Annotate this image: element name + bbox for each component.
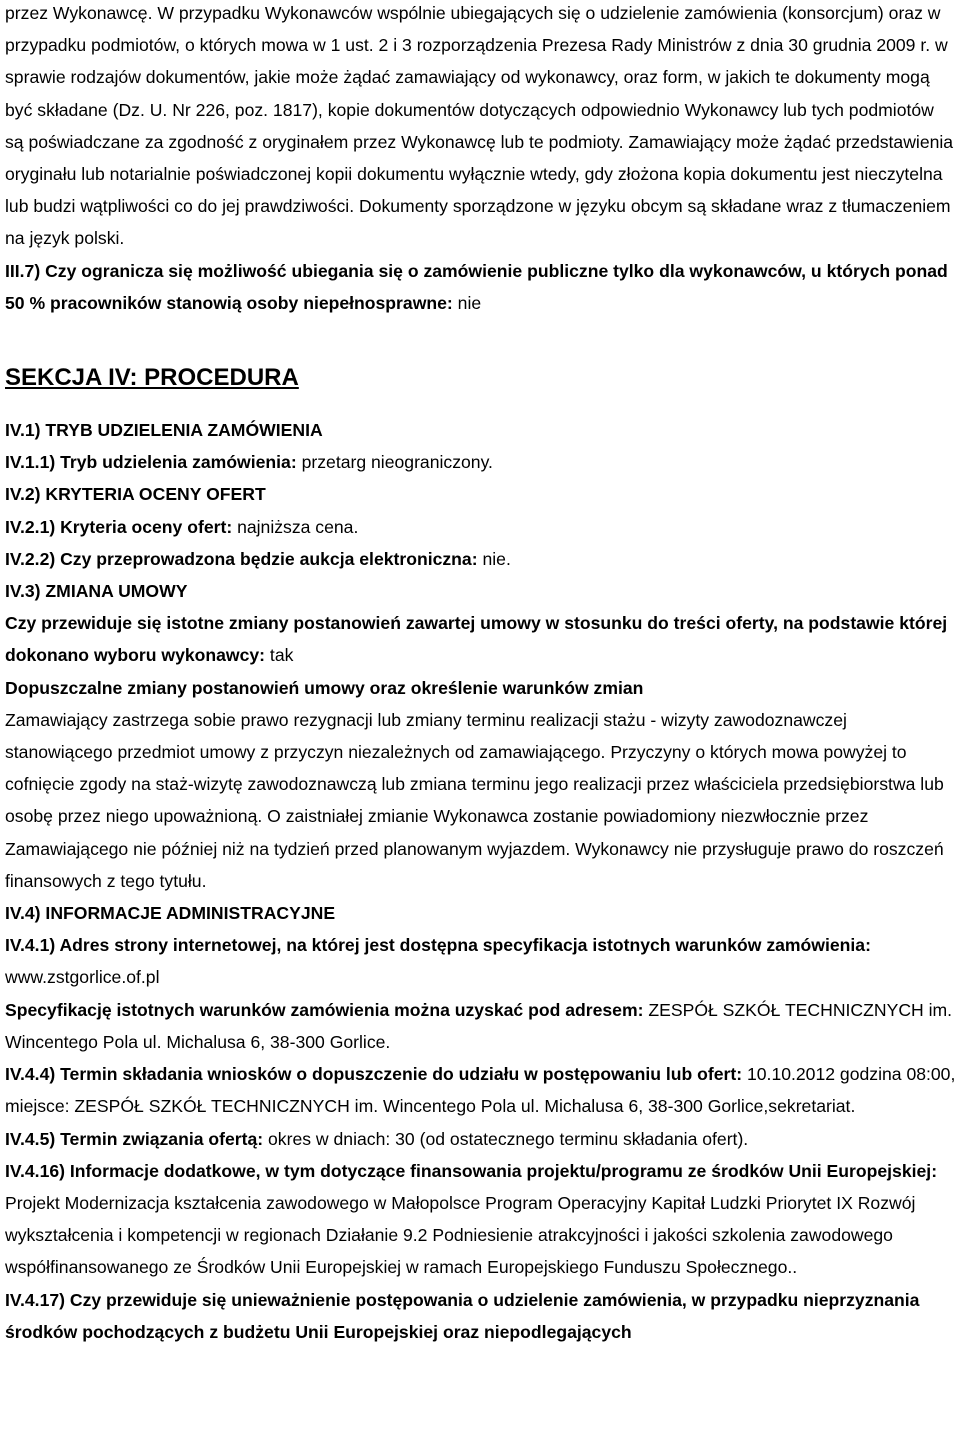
iv416-row [5,1155,957,1284]
section-title: SEKCJA IV: PROCEDURA [5,364,299,392]
iv3-question-label: Czy przewiduje się istotne zmiany postanowień zawartej umowy w stosunku do treści oferty, na podstawie której dokonano wyboru wykonawcy: [5,613,948,666]
iv21-row [5,511,957,543]
iv3-question-row [5,607,957,671]
iv417-row: IV.4.17) Czy przewiduje się unieważnienie postępowania o udzielenie zamówienia, w przypadku nieprzyznania środków pochodzących z budżetu Unii Europejskiej oraz niepodlegających [5,1289,920,1342]
iv416-value: Projekt Modernizacja kształcenia zawodowego w Małopolsce Program Operacyjny Kapitał Ludzki Priorytet IX Rozwój wykształcenia i kompetencji w regionach Działanie 9.2 Podniesienie atrakcyjności i jakości szkolenia zawodowego współfinansowanego ze Środków Unii Europejskiej w ramach Europejskiego Funduszu Społecznego.. [5,1192,916,1278]
iv45-row [5,1123,957,1155]
iv3-question-value: tak [265,645,294,666]
iv21-label: IV.2.1) Kryteria oceny ofert: [5,516,233,537]
iv44-row [5,1058,957,1122]
iv1-heading: IV.1) TRYB UDZIELENIA ZAMÓWIENIA [5,420,323,441]
question-iii7 [5,255,957,319]
spec-label: Specyfikację istotnych warunków zamówienia można uzyskać pod adresem: [5,999,644,1020]
iv44-label: IV.4.4) Termin składania wniosków o dopuszczenie do udziału w postępowaniu lub ofert: [5,1064,743,1085]
iv41-row [5,929,957,993]
iv21-value: najniższa cena. [232,516,359,537]
iv45-label: IV.4.5) Termin związania ofertą: [5,1128,264,1149]
spec-value: ZESPÓŁ SZKÓŁ TECHNICZNYCH im. Wincentego Pola ul. Michalusa 6, 38-300 Gorlice. [5,999,953,1052]
iv3-allowed-heading: Dopuszczalne zmiany postanowień umowy oraz określenie warunków zmian [5,677,644,698]
iv44-value: 10.10.2012 godzina 08:00, miejsce: ZESPÓŁ SZKÓŁ TECHNICZNYCH im. Wincentego Pola ul. Michalusa 6, 38-300 Gorlice,sekretariat. [5,1064,956,1117]
iv11-label: IV.1.1) Tryb udzielenia zamówienia: [5,452,297,473]
iv41-label: IV.4.1) Adres strony internetowej, na której jest dostępna specyfikacja istotnych warunków zamówienia: [5,935,871,956]
spec-row [5,994,957,1058]
iv2-heading: IV.2) KRYTERIA OCENY OFERT [5,484,266,505]
iv11-value: przetarg nieograniczony. [296,452,493,473]
iv22-label: IV.2.2) Czy przeprowadzona będzie aukcja elektroniczna: [5,548,478,569]
iv45-value: okres w dniach: 30 (od ostatecznego terminu składania ofert). [263,1128,749,1149]
iv11-row [5,446,957,478]
iv22-row [5,543,957,575]
iv4-heading: IV.4) INFORMACJE ADMINISTRACYJNE [5,903,336,924]
iv3-heading: IV.3) ZMIANA UMOWY [5,581,188,602]
iv41-value: www.zstgorlice.of.pl [5,967,160,988]
intro-text: przez Wykonawcę. W przypadku Wykonawców wspólnie ubiegających się o udzielenie zamówienia (konsorcjum) oraz w przypadku podmiotów, o których mowa w 1 ust. 2 i 3 rozporządzenia Prezesa Rady Ministrów z dnia 30 grudnia 2009 r. w sprawie rodzajów dokumentów, jakie może żądać zamawiający od wykonawcy, oraz form, w jakich te dokumenty mogą być składane (Dz. U. Nr 226, poz. 1817), kopie dokumentów dotyczących odpowiednio Wykonawcy lub tych podmiotów są poświadczane za zgodność z oryginałem przez Wykonawcę lub te podmioty. Zamawiający może żądać przedstawienia oryginału lub notarialnie poświadczonej kopii dokumentu wyłącznie wtedy, gdy złożona kopia dokumentu jest nieczytelna lub budzi wątpliwości co do jej prawdziwości. Dokumenty sporządzone w języku obcym są składane wraz z tłumaczeniem na język polski. [5,3,954,249]
iv3-allowed-text: Zamawiający zastrzega sobie prawo rezygnacji lub zmiany terminu realizacji stażu - wizyty zawodoznawczej stanowiącego przedmiot umowy z przyczyn niezależnych od zamawiającego. Przyczyny o których mowa powyżej to cofnięcie zgody na staż-wizytę zawodoznawczą lub zmiana terminu jego realizacji przez właściciela przedsiębiorstwa lub osobę przez niego upoważnioną. O zaistniałej zmianie Wykonawca zostanie powiadomiony niezwłocznie przez Zamawiającego nie później niż na tydzień przed planowanym wyjazdem. Wykonawcy nie przysługuje prawo do roszczeń finansowych z tego tytułu. [5,709,944,891]
iii7-label: III.7) Czy ogranicza się możliwość ubiegania się o zamówienie publiczne tylko dla wykonawców, u których ponad 50 % pracowników stanowią osoby niepełnosprawne: [5,260,948,313]
document-page [5,0,957,1348]
iv22-value: nie. [477,548,511,569]
iii7-value: nie [452,292,482,313]
intro-paragraph [5,0,957,255]
iv416-label: IV.4.16) Informacje dodatkowe, w tym dotyczące finansowania projektu/programu ze środków Unii Europejskiej: [5,1160,938,1181]
